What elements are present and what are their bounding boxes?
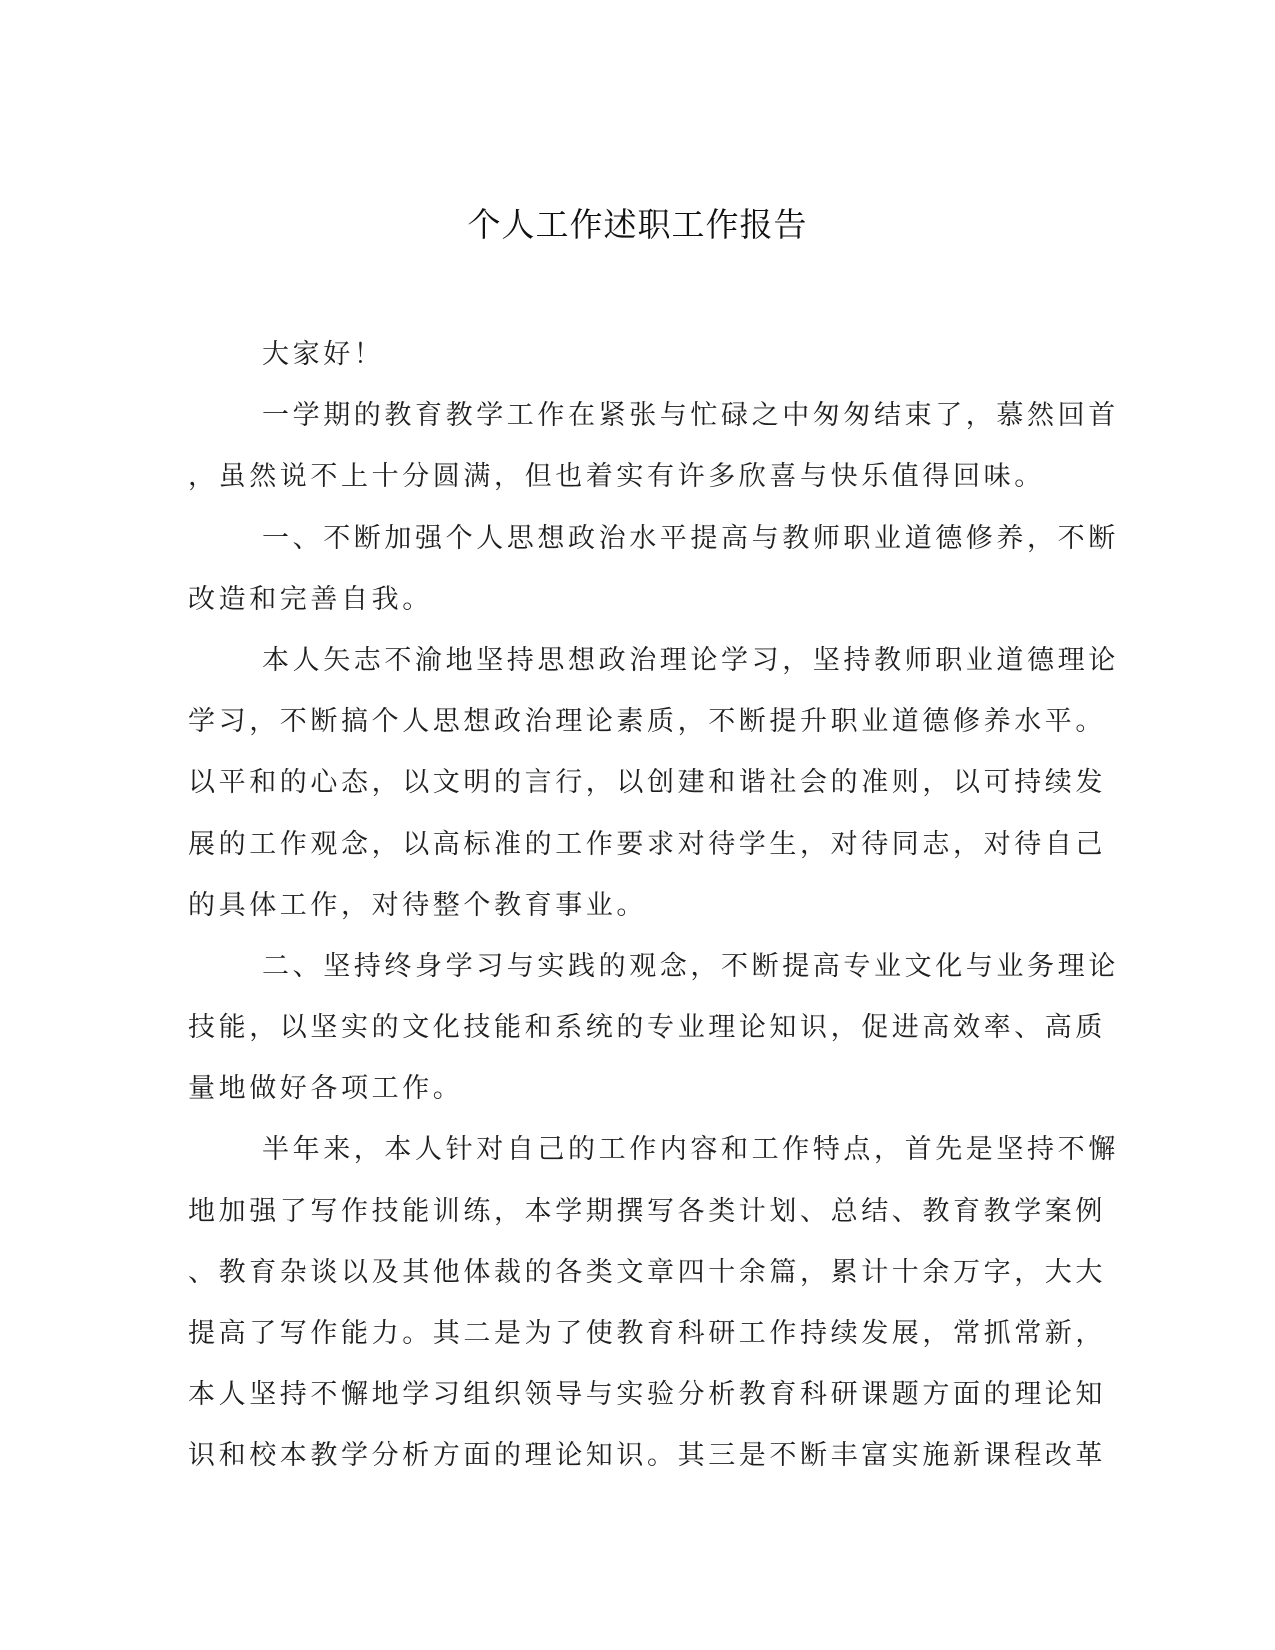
body-line: 技能，以坚实的文化技能和系统的专业理论知识，促进高效率、高质 [188,1012,1106,1044]
document-title: 个人工作述职工作报告 [467,205,808,244]
body-line: 一、不断加强个人思想政治水平提高与教师职业道德修养，不断 [262,522,1119,554]
document-body [188,324,1119,1487]
body-line: 、教育杂谈以及其他体裁的各类文章四十余篇，累计十余万字，大大 [188,1256,1106,1288]
body-line: ，虽然说不上十分圆满，但也着实有许多欣喜与快乐值得回味。 [188,461,1045,493]
body-line: 大家好！ [262,339,385,370]
body-line: 地加强了写作技能训练，本学期撰写各类计划、总结、教育教学案例 [188,1195,1106,1227]
body-line: 一学期的教育教学工作在紧张与忙碌之中匆匆结束了，慕然回首 [262,400,1119,432]
body-line: 量地做好各项工作。 [188,1073,464,1105]
body-line: 以平和的心态，以文明的言行，以创建和谐社会的准则，以可持续发 [188,767,1106,799]
body-line: 本人坚持不懈地学习组织领导与实验分析教育科研课题方面的理论知 [188,1379,1106,1411]
body-line: 展的工作观念，以高标准的工作要求对待学生，对待同志，对待自己 [188,828,1106,860]
body-line: 识和校本教学分析方面的理论知识。其三是不断丰富实施新课程改革 [188,1440,1106,1472]
body-line: 学习，不断搞个人思想政治理论素质，不断提升职业道德修养水平。 [188,706,1106,738]
body-line: 改造和完善自我。 [188,583,433,615]
body-line: 提高了写作能力。其二是为了使教育科研工作持续发展，常抓常新， [188,1318,1106,1349]
body-line: 二、坚持终身学习与实践的观念，不断提高专业文化与业务理论 [262,950,1119,982]
body-line: 本人矢志不渝地坚持思想政治理论学习，坚持教师职业道德理论 [262,644,1119,676]
body-line: 的具体工作，对待整个教育事业。 [188,889,647,921]
body-line: 半年来，本人针对自己的工作内容和工作特点，首先是坚持不懈 [262,1134,1119,1166]
